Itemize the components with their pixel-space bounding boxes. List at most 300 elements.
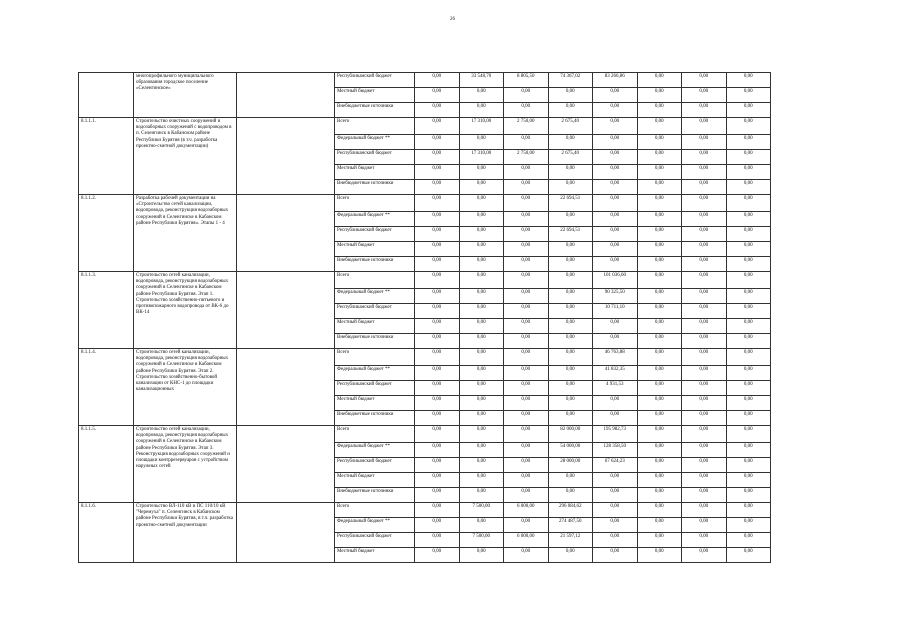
amount-cell: 0,00 — [459, 458, 504, 473]
amount-cell: 0,00 — [504, 272, 549, 289]
amount-cell: 0,00 — [682, 366, 727, 381]
item-executor — [237, 426, 335, 503]
funding-source: Всего — [335, 426, 415, 443]
amount-cell: 0,00 — [593, 135, 638, 150]
amount-cell: 0,00 — [548, 257, 593, 272]
amount-cell: 0,00 — [593, 242, 638, 257]
amount-cell: 21 597,12 — [548, 533, 593, 548]
amount-cell: 41 832,35 — [593, 366, 638, 381]
amount-cell: 0,00 — [459, 135, 504, 150]
amount-cell: 0,00 — [726, 180, 771, 195]
funding-source: Республиканский бюджет — [335, 533, 415, 548]
amount-cell: 0,00 — [593, 548, 638, 563]
amount-cell: 0,00 — [682, 103, 727, 118]
funding-source: Местный бюджет — [335, 165, 415, 180]
amount-cell: 0,00 — [548, 473, 593, 488]
funding-source: Федеральный бюджет ** — [335, 212, 415, 227]
amount-cell: 0,00 — [415, 396, 460, 411]
amount-cell: 0,00 — [593, 396, 638, 411]
amount-cell: 0,00 — [459, 349, 504, 366]
amount-cell: 0,00 — [593, 411, 638, 426]
amount-cell: 0,00 — [726, 396, 771, 411]
amount-cell: 0,00 — [459, 165, 504, 180]
amount-cell: 0,00 — [415, 88, 460, 103]
amount-cell: 0,00 — [415, 272, 460, 289]
amount-cell: 0,00 — [682, 88, 727, 103]
funding-source: Республиканский бюджет — [335, 458, 415, 473]
amount-cell: 0,00 — [548, 548, 593, 563]
amount-cell: 0,00 — [637, 118, 682, 135]
amount-cell: 22 694,51 — [548, 195, 593, 212]
amount-cell: 0,00 — [726, 426, 771, 443]
amount-cell: 0,00 — [504, 289, 549, 304]
item-name: Строительство сетей канализации, водопровода, реконструкция водозаборных сооружений в Селенгинске в Кабанском районе Республики Бурятия. Этап 2. Строительство хозяйственно-бытовой канализации от КНС-1 до площадки канализационных — [134, 349, 237, 426]
amount-cell: 0,00 — [504, 180, 549, 195]
amount-cell: 0,00 — [459, 212, 504, 227]
amount-cell: 67 624,23 — [593, 458, 638, 473]
amount-cell: 0,00 — [726, 533, 771, 548]
amount-cell: 0,00 — [726, 289, 771, 304]
amount-cell: 0,00 — [504, 349, 549, 366]
amount-cell: 0,00 — [459, 304, 504, 319]
amount-cell: 0,00 — [637, 135, 682, 150]
amount-cell: 17 310,00 — [459, 150, 504, 165]
amount-cell: 0,00 — [682, 289, 727, 304]
amount-cell: 0,00 — [415, 227, 460, 242]
amount-cell: 0,00 — [682, 503, 727, 518]
amount-cell: 2 675,40 — [548, 118, 593, 135]
amount-cell: 0,00 — [459, 426, 504, 443]
amount-cell: 83 266,86 — [593, 73, 638, 88]
amount-cell: 0,00 — [593, 103, 638, 118]
amount-cell: 0,00 — [637, 458, 682, 473]
amount-cell: 0,00 — [637, 257, 682, 272]
table-row — [79, 195, 771, 212]
amount-cell: 0,00 — [504, 334, 549, 349]
amount-cell: 0,00 — [637, 272, 682, 289]
amount-cell: 0,00 — [415, 366, 460, 381]
amount-cell: 128 358,50 — [593, 443, 638, 458]
item-code: 8.1.1.2. — [79, 195, 134, 272]
item-code: 8.1.1.4. — [79, 349, 134, 426]
amount-cell: 195 982,73 — [593, 426, 638, 443]
budget-table — [78, 72, 771, 563]
amount-cell: 0,00 — [637, 533, 682, 548]
amount-cell: 0,00 — [459, 195, 504, 212]
table-row — [79, 118, 771, 135]
amount-cell: 0,00 — [593, 88, 638, 103]
funding-source: Внебюджетные источники — [335, 180, 415, 195]
item-executor — [237, 349, 335, 426]
amount-cell: 0,00 — [682, 195, 727, 212]
amount-cell: 10 711,10 — [593, 304, 638, 319]
amount-cell: 0,00 — [459, 473, 504, 488]
funding-source: Федеральный бюджет ** — [335, 443, 415, 458]
item-code: 8.1.1.1. — [79, 118, 134, 195]
item-name: Строительство очистных сооружений и водозаборных сооружений с водопроводом в п. Селенгинск в Кабанском районе Республики Бурятия (в т.ч. разработка проектно-сметной документации) — [134, 118, 237, 195]
amount-cell: 0,00 — [415, 304, 460, 319]
amount-cell: 0,00 — [726, 73, 771, 88]
amount-cell: 0,00 — [459, 518, 504, 533]
amount-cell: 0,00 — [548, 165, 593, 180]
amount-cell: 0,00 — [548, 135, 593, 150]
amount-cell: 2 675,40 — [548, 150, 593, 165]
item-executor — [237, 195, 335, 272]
amount-cell: 0,00 — [726, 227, 771, 242]
amount-cell: 0,00 — [459, 227, 504, 242]
amount-cell: 0,00 — [682, 272, 727, 289]
amount-cell: 0,00 — [637, 366, 682, 381]
item-name: Строительство сетей канализации, водопровода, реконструкция водозаборных сооружений в Селенгинске в Кабанском районе Республики Бурятия. Этап 1. Строительство хозяйственно-питьевого и противопожарного водопровода от ВК-6 до ВК-14 — [134, 272, 237, 349]
amount-cell: 0,00 — [504, 195, 549, 212]
funding-source: Республиканский бюджет — [335, 227, 415, 242]
funding-source: Всего — [335, 503, 415, 518]
amount-cell: 0,00 — [593, 473, 638, 488]
amount-cell: 0,00 — [459, 334, 504, 349]
amount-cell: 0,00 — [415, 473, 460, 488]
amount-cell: 0,00 — [682, 548, 727, 563]
amount-cell: 74 367,02 — [548, 73, 593, 88]
amount-cell: 33 548,70 — [459, 73, 504, 88]
amount-cell: 0,00 — [459, 488, 504, 503]
amount-cell: 0,00 — [504, 473, 549, 488]
amount-cell: 0,00 — [504, 242, 549, 257]
amount-cell: 2 750,00 — [504, 150, 549, 165]
table-row — [79, 349, 771, 366]
amount-cell: 0,00 — [637, 212, 682, 227]
amount-cell: 0,00 — [637, 334, 682, 349]
amount-cell: 0,00 — [504, 366, 549, 381]
amount-cell: 0,00 — [415, 118, 460, 135]
amount-cell: 0,00 — [459, 242, 504, 257]
amount-cell: 0,00 — [504, 304, 549, 319]
amount-cell: 0,00 — [548, 88, 593, 103]
amount-cell: 0,00 — [459, 381, 504, 396]
amount-cell: 0,00 — [637, 150, 682, 165]
amount-cell: 0,00 — [548, 289, 593, 304]
amount-cell: 0,00 — [726, 103, 771, 118]
item-code: 8.1.1.5. — [79, 426, 134, 503]
amount-cell: 17 310,00 — [459, 118, 504, 135]
amount-cell: 0,00 — [593, 257, 638, 272]
funding-source: Всего — [335, 272, 415, 289]
amount-cell: 0,00 — [415, 533, 460, 548]
amount-cell: 0,00 — [504, 381, 549, 396]
funding-source: Внебюджетные источники — [335, 488, 415, 503]
amount-cell: 101 036,60 — [593, 272, 638, 289]
amount-cell: 0,00 — [415, 334, 460, 349]
table-row — [79, 503, 771, 518]
amount-cell: 0,00 — [637, 548, 682, 563]
amount-cell: 0,00 — [415, 381, 460, 396]
amount-cell: 0,00 — [682, 118, 727, 135]
amount-cell: 0,00 — [682, 488, 727, 503]
amount-cell: 0,00 — [504, 518, 549, 533]
amount-cell: 0,00 — [415, 180, 460, 195]
amount-cell: 0,00 — [415, 548, 460, 563]
amount-cell: 4 931,53 — [593, 381, 638, 396]
funding-source: Республиканский бюджет — [335, 150, 415, 165]
amount-cell: 0,00 — [415, 212, 460, 227]
amount-cell: 0,00 — [726, 304, 771, 319]
amount-cell: 0,00 — [637, 195, 682, 212]
amount-cell: 0,00 — [415, 242, 460, 257]
amount-cell: 0,00 — [682, 257, 727, 272]
amount-cell: 0,00 — [459, 319, 504, 334]
amount-cell: 82 000,00 — [548, 426, 593, 443]
amount-cell: 0,00 — [459, 396, 504, 411]
amount-cell: 0,00 — [637, 242, 682, 257]
amount-cell: 0,00 — [459, 411, 504, 426]
amount-cell: 0,00 — [415, 165, 460, 180]
funding-source: Внебюджетные источники — [335, 334, 415, 349]
amount-cell: 0,00 — [726, 458, 771, 473]
amount-cell: 0,00 — [682, 73, 727, 88]
amount-cell: 0,00 — [682, 334, 727, 349]
amount-cell: 0,00 — [682, 227, 727, 242]
amount-cell: 0,00 — [637, 503, 682, 518]
amount-cell: 0,00 — [726, 272, 771, 289]
funding-source: Федеральный бюджет ** — [335, 518, 415, 533]
amount-cell: 0,00 — [548, 304, 593, 319]
amount-cell: 0,00 — [726, 503, 771, 518]
amount-cell: 0,00 — [726, 411, 771, 426]
amount-cell: 0,00 — [459, 272, 504, 289]
amount-cell: 0,00 — [415, 73, 460, 88]
table-row — [79, 272, 771, 289]
amount-cell: 0,00 — [548, 381, 593, 396]
amount-cell: 0,00 — [682, 411, 727, 426]
amount-cell: 0,00 — [682, 319, 727, 334]
amount-cell: 0,00 — [682, 212, 727, 227]
amount-cell: 0,00 — [415, 257, 460, 272]
amount-cell: 7 500,00 — [459, 533, 504, 548]
amount-cell: 0,00 — [637, 443, 682, 458]
amount-cell: 0,00 — [459, 443, 504, 458]
amount-cell: 0,00 — [682, 473, 727, 488]
funding-source: Внебюджетные источники — [335, 257, 415, 272]
amount-cell: 8 805,50 — [504, 73, 549, 88]
amount-cell: 0,00 — [726, 319, 771, 334]
funding-source: Местный бюджет — [335, 242, 415, 257]
amount-cell: 274 487,50 — [548, 518, 593, 533]
amount-cell: 0,00 — [593, 118, 638, 135]
amount-cell: 0,00 — [548, 366, 593, 381]
item-executor — [237, 118, 335, 195]
amount-cell: 0,00 — [504, 426, 549, 443]
amount-cell: 0,00 — [593, 518, 638, 533]
item-code: 8.1.1.3. — [79, 272, 134, 349]
amount-cell: 0,00 — [593, 150, 638, 165]
amount-cell: 22 694,51 — [548, 227, 593, 242]
amount-cell: 0,00 — [682, 518, 727, 533]
amount-cell: 0,00 — [682, 135, 727, 150]
funding-source: Местный бюджет — [335, 319, 415, 334]
amount-cell: 0,00 — [682, 150, 727, 165]
amount-cell: 0,00 — [637, 319, 682, 334]
amount-cell: 0,00 — [548, 272, 593, 289]
funding-source: Федеральный бюджет ** — [335, 289, 415, 304]
amount-cell: 54 000,00 — [548, 443, 593, 458]
amount-cell: 0,00 — [637, 488, 682, 503]
amount-cell: 2 750,00 — [504, 118, 549, 135]
amount-cell: 0,00 — [726, 257, 771, 272]
amount-cell: 0,00 — [637, 411, 682, 426]
amount-cell: 0,00 — [682, 165, 727, 180]
funding-source: Федеральный бюджет ** — [335, 366, 415, 381]
amount-cell: 0,00 — [504, 411, 549, 426]
funding-source: Внебюджетные источники — [335, 103, 415, 118]
amount-cell: 0,00 — [504, 396, 549, 411]
item-executor — [237, 272, 335, 349]
amount-cell: 0,00 — [504, 227, 549, 242]
amount-cell: 0,00 — [593, 180, 638, 195]
amount-cell: 0,00 — [459, 366, 504, 381]
item-name: Разработка рабочей документации на «Строительство сетей канализации, водопровода, реконструкция водозаборных сооружений в Селенгинске в Кабанском районе Республики Бурятия». Этапы 1 - 4 — [134, 195, 237, 272]
funding-source: Всего — [335, 195, 415, 212]
funding-source: Всего — [335, 118, 415, 135]
amount-cell: 0,00 — [726, 118, 771, 135]
amount-cell: 0,00 — [415, 443, 460, 458]
amount-cell: 0,00 — [504, 135, 549, 150]
amount-cell: 0,00 — [593, 212, 638, 227]
amount-cell: 0,00 — [637, 473, 682, 488]
amount-cell: 0,00 — [504, 103, 549, 118]
amount-cell: 28 000,00 — [548, 458, 593, 473]
funding-source: Республиканский бюджет — [335, 304, 415, 319]
amount-cell: 6 000,00 — [504, 533, 549, 548]
amount-cell: 0,00 — [682, 426, 727, 443]
amount-cell: 0,00 — [726, 195, 771, 212]
amount-cell: 0,00 — [548, 180, 593, 195]
amount-cell: 0,00 — [637, 518, 682, 533]
amount-cell: 0,00 — [682, 396, 727, 411]
amount-cell: 0,00 — [593, 488, 638, 503]
amount-cell: 0,00 — [726, 518, 771, 533]
amount-cell: 0,00 — [637, 165, 682, 180]
amount-cell: 0,00 — [726, 381, 771, 396]
amount-cell: 0,00 — [726, 349, 771, 366]
item-name: Строительство ВЛ-110 кВ и ПС 110/10 кВ "Черемуха" п. Селенгинск в Кабанском районе Республики Бурятия, в т.ч. разработка проектно-сметной документации — [134, 503, 237, 563]
amount-cell: 0,00 — [415, 518, 460, 533]
amount-cell: 0,00 — [726, 135, 771, 150]
amount-cell: 0,00 — [593, 319, 638, 334]
amount-cell: 0,00 — [415, 503, 460, 518]
amount-cell: 0,00 — [548, 349, 593, 366]
amount-cell: 0,00 — [593, 165, 638, 180]
amount-cell: 0,00 — [459, 257, 504, 272]
amount-cell: 0,00 — [504, 319, 549, 334]
amount-cell: 0,00 — [637, 103, 682, 118]
amount-cell: 0,00 — [726, 334, 771, 349]
amount-cell: 0,00 — [593, 503, 638, 518]
amount-cell: 0,00 — [637, 426, 682, 443]
amount-cell: 0,00 — [415, 349, 460, 366]
amount-cell: 0,00 — [504, 212, 549, 227]
amount-cell: 46 763,88 — [593, 349, 638, 366]
amount-cell: 0,00 — [504, 488, 549, 503]
amount-cell: 90 325,50 — [593, 289, 638, 304]
amount-cell: 0,00 — [504, 548, 549, 563]
funding-source: Федеральный бюджет ** — [335, 135, 415, 150]
amount-cell: 0,00 — [504, 443, 549, 458]
amount-cell: 0,00 — [637, 180, 682, 195]
amount-cell: 0,00 — [459, 180, 504, 195]
funding-source: Республиканский бюджет — [335, 381, 415, 396]
amount-cell: 0,00 — [504, 458, 549, 473]
amount-cell: 0,00 — [637, 304, 682, 319]
amount-cell: 0,00 — [682, 458, 727, 473]
amount-cell: 0,00 — [682, 242, 727, 257]
table-row — [79, 426, 771, 443]
amount-cell: 0,00 — [726, 473, 771, 488]
amount-cell: 0,00 — [548, 411, 593, 426]
amount-cell: 0,00 — [682, 349, 727, 366]
amount-cell: 0,00 — [637, 88, 682, 103]
amount-cell: 0,00 — [726, 488, 771, 503]
amount-cell: 0,00 — [637, 289, 682, 304]
amount-cell: 0,00 — [504, 257, 549, 272]
amount-cell: 0,00 — [593, 227, 638, 242]
amount-cell: 0,00 — [459, 289, 504, 304]
amount-cell: 0,00 — [415, 488, 460, 503]
amount-cell: 0,00 — [504, 88, 549, 103]
amount-cell: 0,00 — [548, 242, 593, 257]
amount-cell: 0,00 — [726, 366, 771, 381]
amount-cell: 0,00 — [415, 150, 460, 165]
amount-cell: 0,00 — [726, 88, 771, 103]
amount-cell: 0,00 — [548, 334, 593, 349]
amount-cell: 0,00 — [415, 289, 460, 304]
item-name: многопрофильного муниципального образования городское поселение «Селенгинское» — [134, 73, 237, 118]
amount-cell: 0,00 — [637, 349, 682, 366]
amount-cell: 0,00 — [637, 227, 682, 242]
funding-source: Республиканский бюджет — [335, 73, 415, 88]
item-executor — [237, 503, 335, 563]
item-name: Строительство сетей канализации, водопровода, реконструкция водозаборных сооружений в Селенгинске в Кабанском районе Республики Бурятия. Этап 3. Реконструкция водозаборных сооружений и площадки контррезервуаров с устройством наружных сетей — [134, 426, 237, 503]
amount-cell: 0,00 — [726, 443, 771, 458]
funding-source: Местный бюджет — [335, 473, 415, 488]
funding-source: Местный бюджет — [335, 396, 415, 411]
amount-cell: 0,00 — [548, 103, 593, 118]
amount-cell: 0,00 — [682, 180, 727, 195]
amount-cell: 0,00 — [726, 165, 771, 180]
item-code: 8.1.1.6. — [79, 503, 134, 563]
amount-cell: 0,00 — [593, 195, 638, 212]
funding-source: Всего — [335, 349, 415, 366]
amount-cell: 0,00 — [459, 103, 504, 118]
amount-cell: 0,00 — [682, 443, 727, 458]
amount-cell: 0,00 — [726, 212, 771, 227]
amount-cell: 0,00 — [682, 533, 727, 548]
amount-cell: 0,00 — [548, 319, 593, 334]
amount-cell: 0,00 — [637, 381, 682, 396]
amount-cell: 0,00 — [415, 135, 460, 150]
amount-cell: 0,00 — [415, 195, 460, 212]
amount-cell: 0,00 — [682, 304, 727, 319]
amount-cell: 0,00 — [593, 533, 638, 548]
amount-cell: 0,00 — [415, 411, 460, 426]
funding-source: Внебюджетные источники — [335, 411, 415, 426]
amount-cell: 0,00 — [726, 150, 771, 165]
amount-cell: 0,00 — [459, 88, 504, 103]
amount-cell: 0,00 — [415, 319, 460, 334]
amount-cell: 0,00 — [726, 548, 771, 563]
amount-cell: 0,00 — [548, 396, 593, 411]
amount-cell: 0,00 — [637, 396, 682, 411]
funding-source: Местный бюджет — [335, 88, 415, 103]
item-executor — [237, 73, 335, 118]
